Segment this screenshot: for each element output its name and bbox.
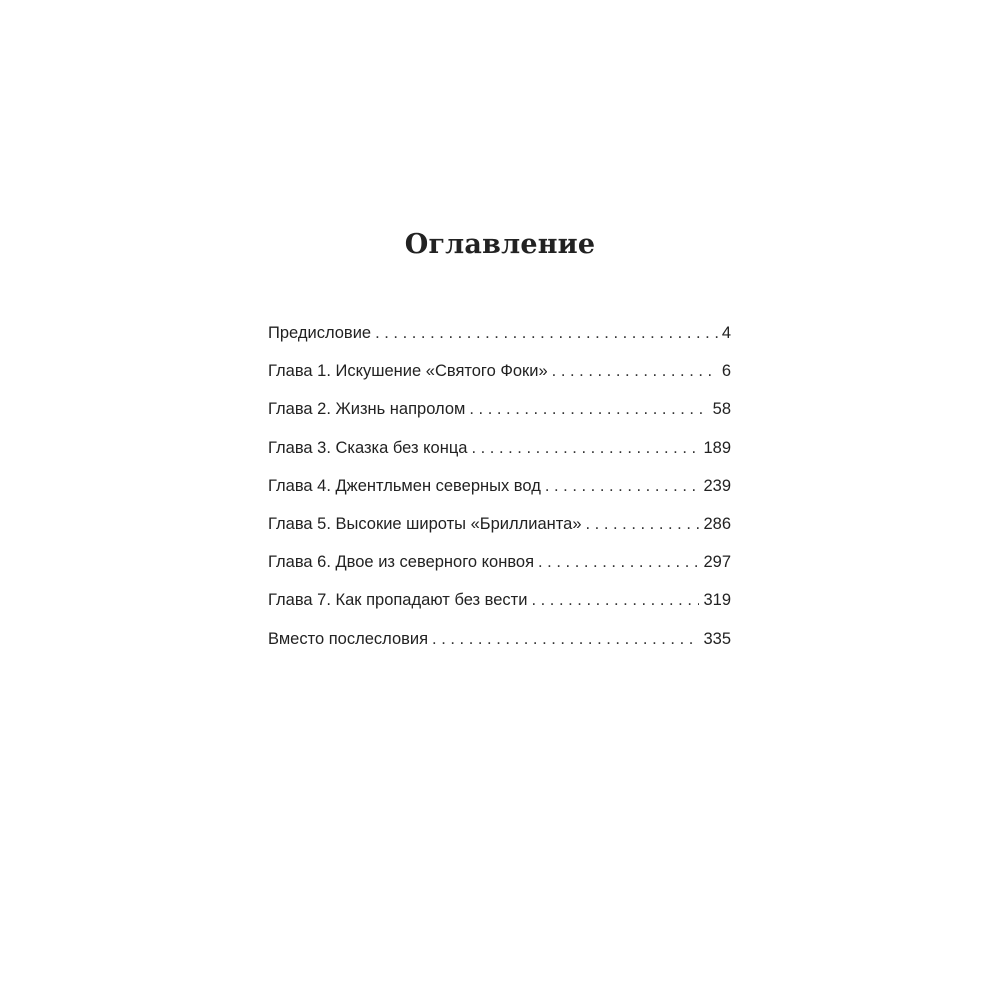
dot-leader (531, 584, 699, 616)
toc-entry-page-number: 239 (703, 476, 731, 495)
toc-entry-page-number: 286 (703, 514, 731, 533)
dot-leader (545, 470, 700, 502)
toc-entry-label: Глава 5. Высокие широты «Бриллианта» (268, 514, 582, 533)
dot-leader (586, 508, 700, 540)
toc-entry-page-number: 319 (703, 591, 731, 610)
toc-entry-chapter-7 (268, 584, 731, 622)
toc-entry-chapter-1 (268, 355, 731, 393)
toc-entry-page-number: 4 (721, 324, 731, 342)
toc-entry-afterword (268, 623, 731, 661)
page-title: Оглавление (404, 229, 596, 260)
toc-entry-label: Глава 4. Джентльмен северных вод (268, 476, 541, 495)
toc-entry-label: Предисловие (268, 324, 372, 342)
dot-leader (432, 623, 699, 655)
dot-leader (538, 546, 699, 578)
toc-entry-label: Вместо послесловия (268, 629, 429, 648)
toc-entry-label: Глава 6. Двое из северного конвоя (268, 553, 535, 572)
toc-entry-chapter-3 (268, 432, 731, 470)
toc-entry-chapter-4 (268, 470, 731, 508)
dot-leader (375, 317, 718, 349)
toc-entry-page-number: 6 (721, 362, 731, 381)
toc-entry-page-number: 189 (703, 438, 731, 457)
toc-entry-page-number: 58 (712, 400, 731, 419)
toc-entry-label: Глава 3. Сказка без конца (268, 438, 468, 457)
dot-leader (552, 355, 718, 387)
toc-entry-label: Глава 7. Как пропадают без вести (268, 591, 528, 610)
toc-entry-preface (268, 317, 731, 355)
toc-entry-page-number: 335 (703, 629, 731, 648)
toc-entry-page-number: 297 (703, 553, 731, 572)
dot-leader (469, 393, 708, 425)
toc-entry-label: Глава 1. Искушение «Святого Фоки» (268, 362, 548, 381)
dot-leader (471, 432, 699, 464)
toc-entry-chapter-6 (268, 546, 731, 584)
toc-entry-chapter-5 (268, 508, 731, 546)
toc-entry-label: Глава 2. Жизнь напролом (268, 400, 466, 419)
toc-entry-chapter-2 (268, 393, 731, 431)
table-of-contents (268, 317, 731, 661)
